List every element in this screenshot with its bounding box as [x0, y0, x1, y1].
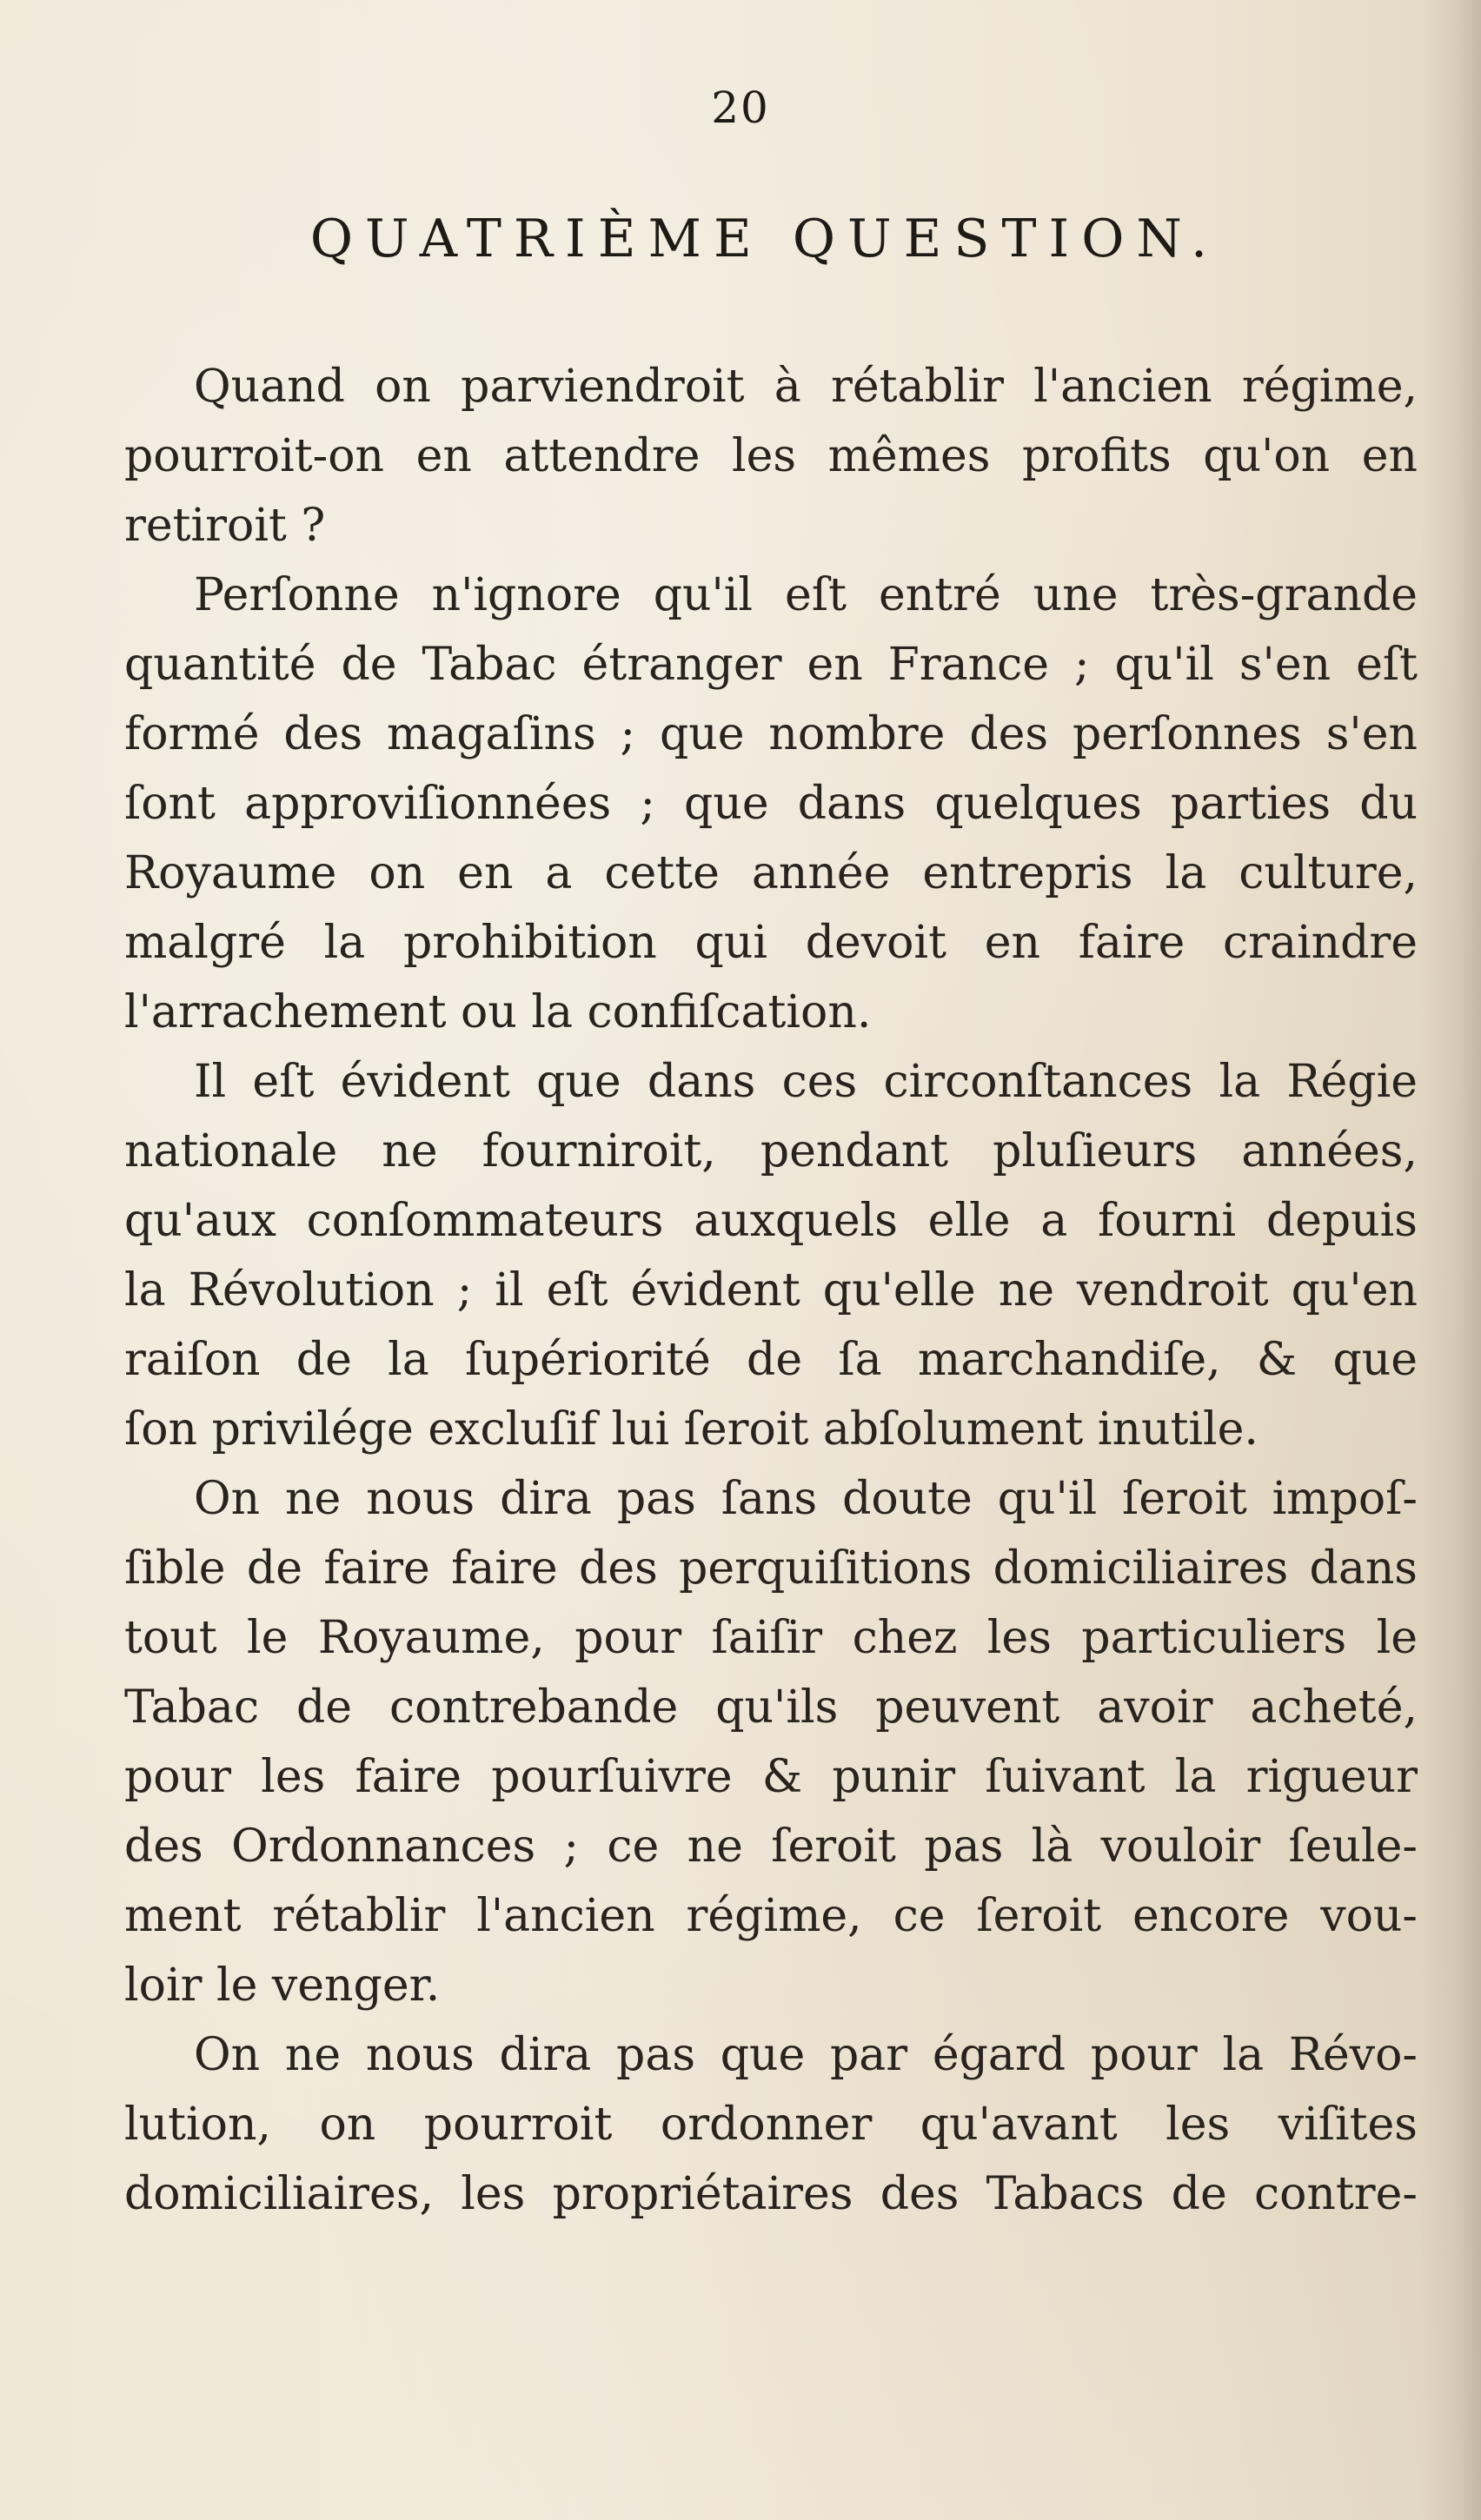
text-line: ſont approviſionnées ; que dans quelques parties du: [124, 778, 1418, 830]
page-number: 20: [711, 83, 770, 133]
text-line: formé des magaſins ; que nombre des perſonnes s'en: [124, 708, 1418, 760]
text-line: nationale ne fourniroit, pendant pluſieurs années,: [124, 1125, 1418, 1177]
body-text: [124, 352, 1418, 2229]
text-line: Quand on parviendroit à rétablir l'ancien régime,: [194, 361, 1418, 413]
paragraph-4: [124, 1464, 1418, 2020]
text-line: On ne nous dira pas ſans doute qu'il ſeroit impoſ-: [194, 1473, 1418, 1525]
section-heading: QUATRIÈME QUESTION.: [309, 209, 1220, 269]
text-line: pourroit-on en attendre les mêmes profits qu'on en: [124, 430, 1418, 482]
paragraph-1: [124, 352, 1418, 560]
text-line: retiroit ?: [124, 500, 326, 552]
paragraph-5: [124, 2020, 1418, 2229]
text-line: Tabac de contrebande qu'ils peuvent avoir acheté,: [124, 1681, 1418, 1734]
text-line: la Révolution ; il eſt évident qu'elle ne vendroit qu'en: [124, 1264, 1418, 1316]
text-line: Perſonne n'ignore qu'il eſt entré une très-grande: [194, 569, 1418, 621]
text-line: qu'aux conſommateurs auxquels elle a fourni depuis: [124, 1195, 1418, 1247]
gutter-shadow: [1420, 0, 1481, 2520]
text-line: ſon privilége excluſif lui ſeroit abſolument inutile.: [124, 1403, 1259, 1456]
text-line: des Ordonnances ; ce ne ſeroit pas là vouloir ſeule-: [124, 1820, 1418, 1873]
paragraph-3: [124, 1047, 1418, 1464]
text-line: quantité de Tabac étranger en France ; qu'il s'en eſt: [124, 639, 1418, 691]
text-line: ſible de faire faire des perquiſitions domiciliaires dans: [124, 1542, 1418, 1595]
text-line: tout le Royaume, pour ſaiſir chez les particuliers le: [124, 1612, 1418, 1664]
text-line: malgré la prohibition qui devoit en faire craindre: [124, 917, 1418, 969]
text-line: ment rétablir l'ancien régime, ce ſeroit encore vou-: [124, 1890, 1418, 1942]
paragraph-2: [124, 560, 1418, 1047]
text-line: domiciliaires, les propriétaires des Tabacs de contre-: [124, 2168, 1418, 2220]
text-line: On ne nous dira pas que par égard pour la Révo-: [194, 2029, 1418, 2081]
text-line: lution, on pourroit ordonner qu'avant les viſites: [124, 2099, 1418, 2151]
text-line: l'arrachement ou la confiſcation.: [124, 986, 872, 1038]
text-line: pour les faire pourſuivre & punir ſuivant la rigueur: [124, 1751, 1418, 1803]
text-line: loir le venger.: [124, 1960, 441, 2012]
text-line: Il eſt évident que dans ces circonſtances la Régie: [194, 1056, 1418, 1108]
text-line: raiſon de la ſupériorité de ſa marchandiſe, & que: [124, 1334, 1418, 1386]
text-line: Royaume on en a cette année entrepris la culture,: [124, 847, 1418, 899]
